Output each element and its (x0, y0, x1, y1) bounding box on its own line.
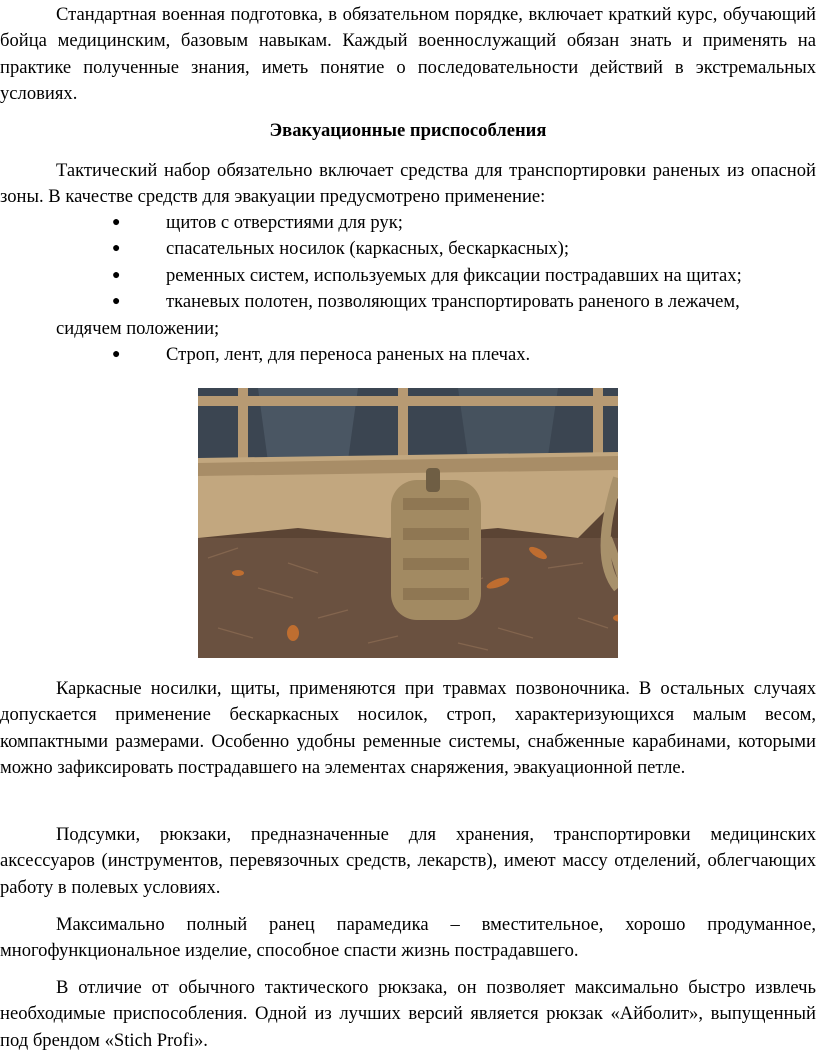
paragraph-4-text: В отличие от обычного тактического рюкзака, он позволяет максимально быстро извлечь необходимые приспособления. Одной из лучших версий является рюкзак «Айболит», выпущенный под брендом «Stich Profi». (0, 977, 816, 1051)
list-item-continuation: сидячем положении; (56, 317, 220, 339)
list-item (0, 236, 816, 262)
bullet-icon: ● (112, 267, 121, 283)
paragraph-2-text: Подсумки, рюкзаки, предназначенные для хранения, транспортировки медицинских аксессуаров (инструментов, перевязочных средств, лекарств), имеют массу отделений, облегчающих работу в полевых условиях. (0, 824, 816, 898)
paragraph-4 (0, 975, 816, 1054)
intro-text: Стандартная военная подготовка, в обязательном порядке, включает краткий курс, обучающий бойца медицинским, базовым навыкам. Каждый военнослужащий обязан знать и применять на практике полученные знания, иметь понятие о последовательности действий в экстремальных условиях. (0, 4, 816, 105)
stretcher-photo (198, 388, 618, 658)
bullet-icon: ● (112, 241, 121, 257)
list-item-text: ременных систем, используемых для фиксации пострадавших на щитах; (166, 264, 742, 286)
lead-text: Тактический набор обязательно включает средства для транспортировки раненых из опасной зоны. В качестве средств для эвакуации предусмотрено применение: (0, 160, 816, 208)
intro-paragraph (0, 2, 816, 108)
list-item (0, 342, 816, 368)
paragraph-3-text: Максимально полный ранец парамедика – вместительное, хорошо продуманное, многофункциональное изделие, способное спасти жизнь пострадавшего. (0, 914, 816, 962)
paragraph-1-text: Каркасные носилки, щиты, применяются при травмах позвоночника. В остальных случаях допускается применение бескаркасных носилок, строп, характеризующихся малым весом, компактными размерами. Особенно удобны ременные системы, снабженные карабинами, которыми можно зафиксировать пострадавшего на элементах снаряжения, эвакуационной петле. (0, 678, 816, 779)
bullet-icon: ● (112, 215, 121, 230)
list-item-text: тканевых полотен, позволяющих транспортировать раненого в лежачем, (166, 291, 740, 313)
list-item-text: Строп, лент, для переноса раненых на плечах. (166, 343, 531, 365)
bullet-icon: ● (112, 346, 121, 362)
list-item-text: спасательных носилок (каркасных, бескаркасных); (166, 238, 570, 260)
bullet-icon: ● (112, 294, 121, 310)
paragraph-1 (0, 676, 816, 782)
paragraph-2 (0, 822, 816, 901)
lead-paragraph (0, 158, 816, 211)
list-item (0, 289, 816, 342)
list-item (0, 263, 816, 289)
paragraph-3 (0, 912, 816, 965)
list-item-text: щитов с отверстиями для рук; (166, 212, 403, 233)
section-title: Эвакуационные приспособления (269, 120, 547, 141)
list-item (0, 210, 816, 236)
evacuation-list (0, 210, 816, 368)
